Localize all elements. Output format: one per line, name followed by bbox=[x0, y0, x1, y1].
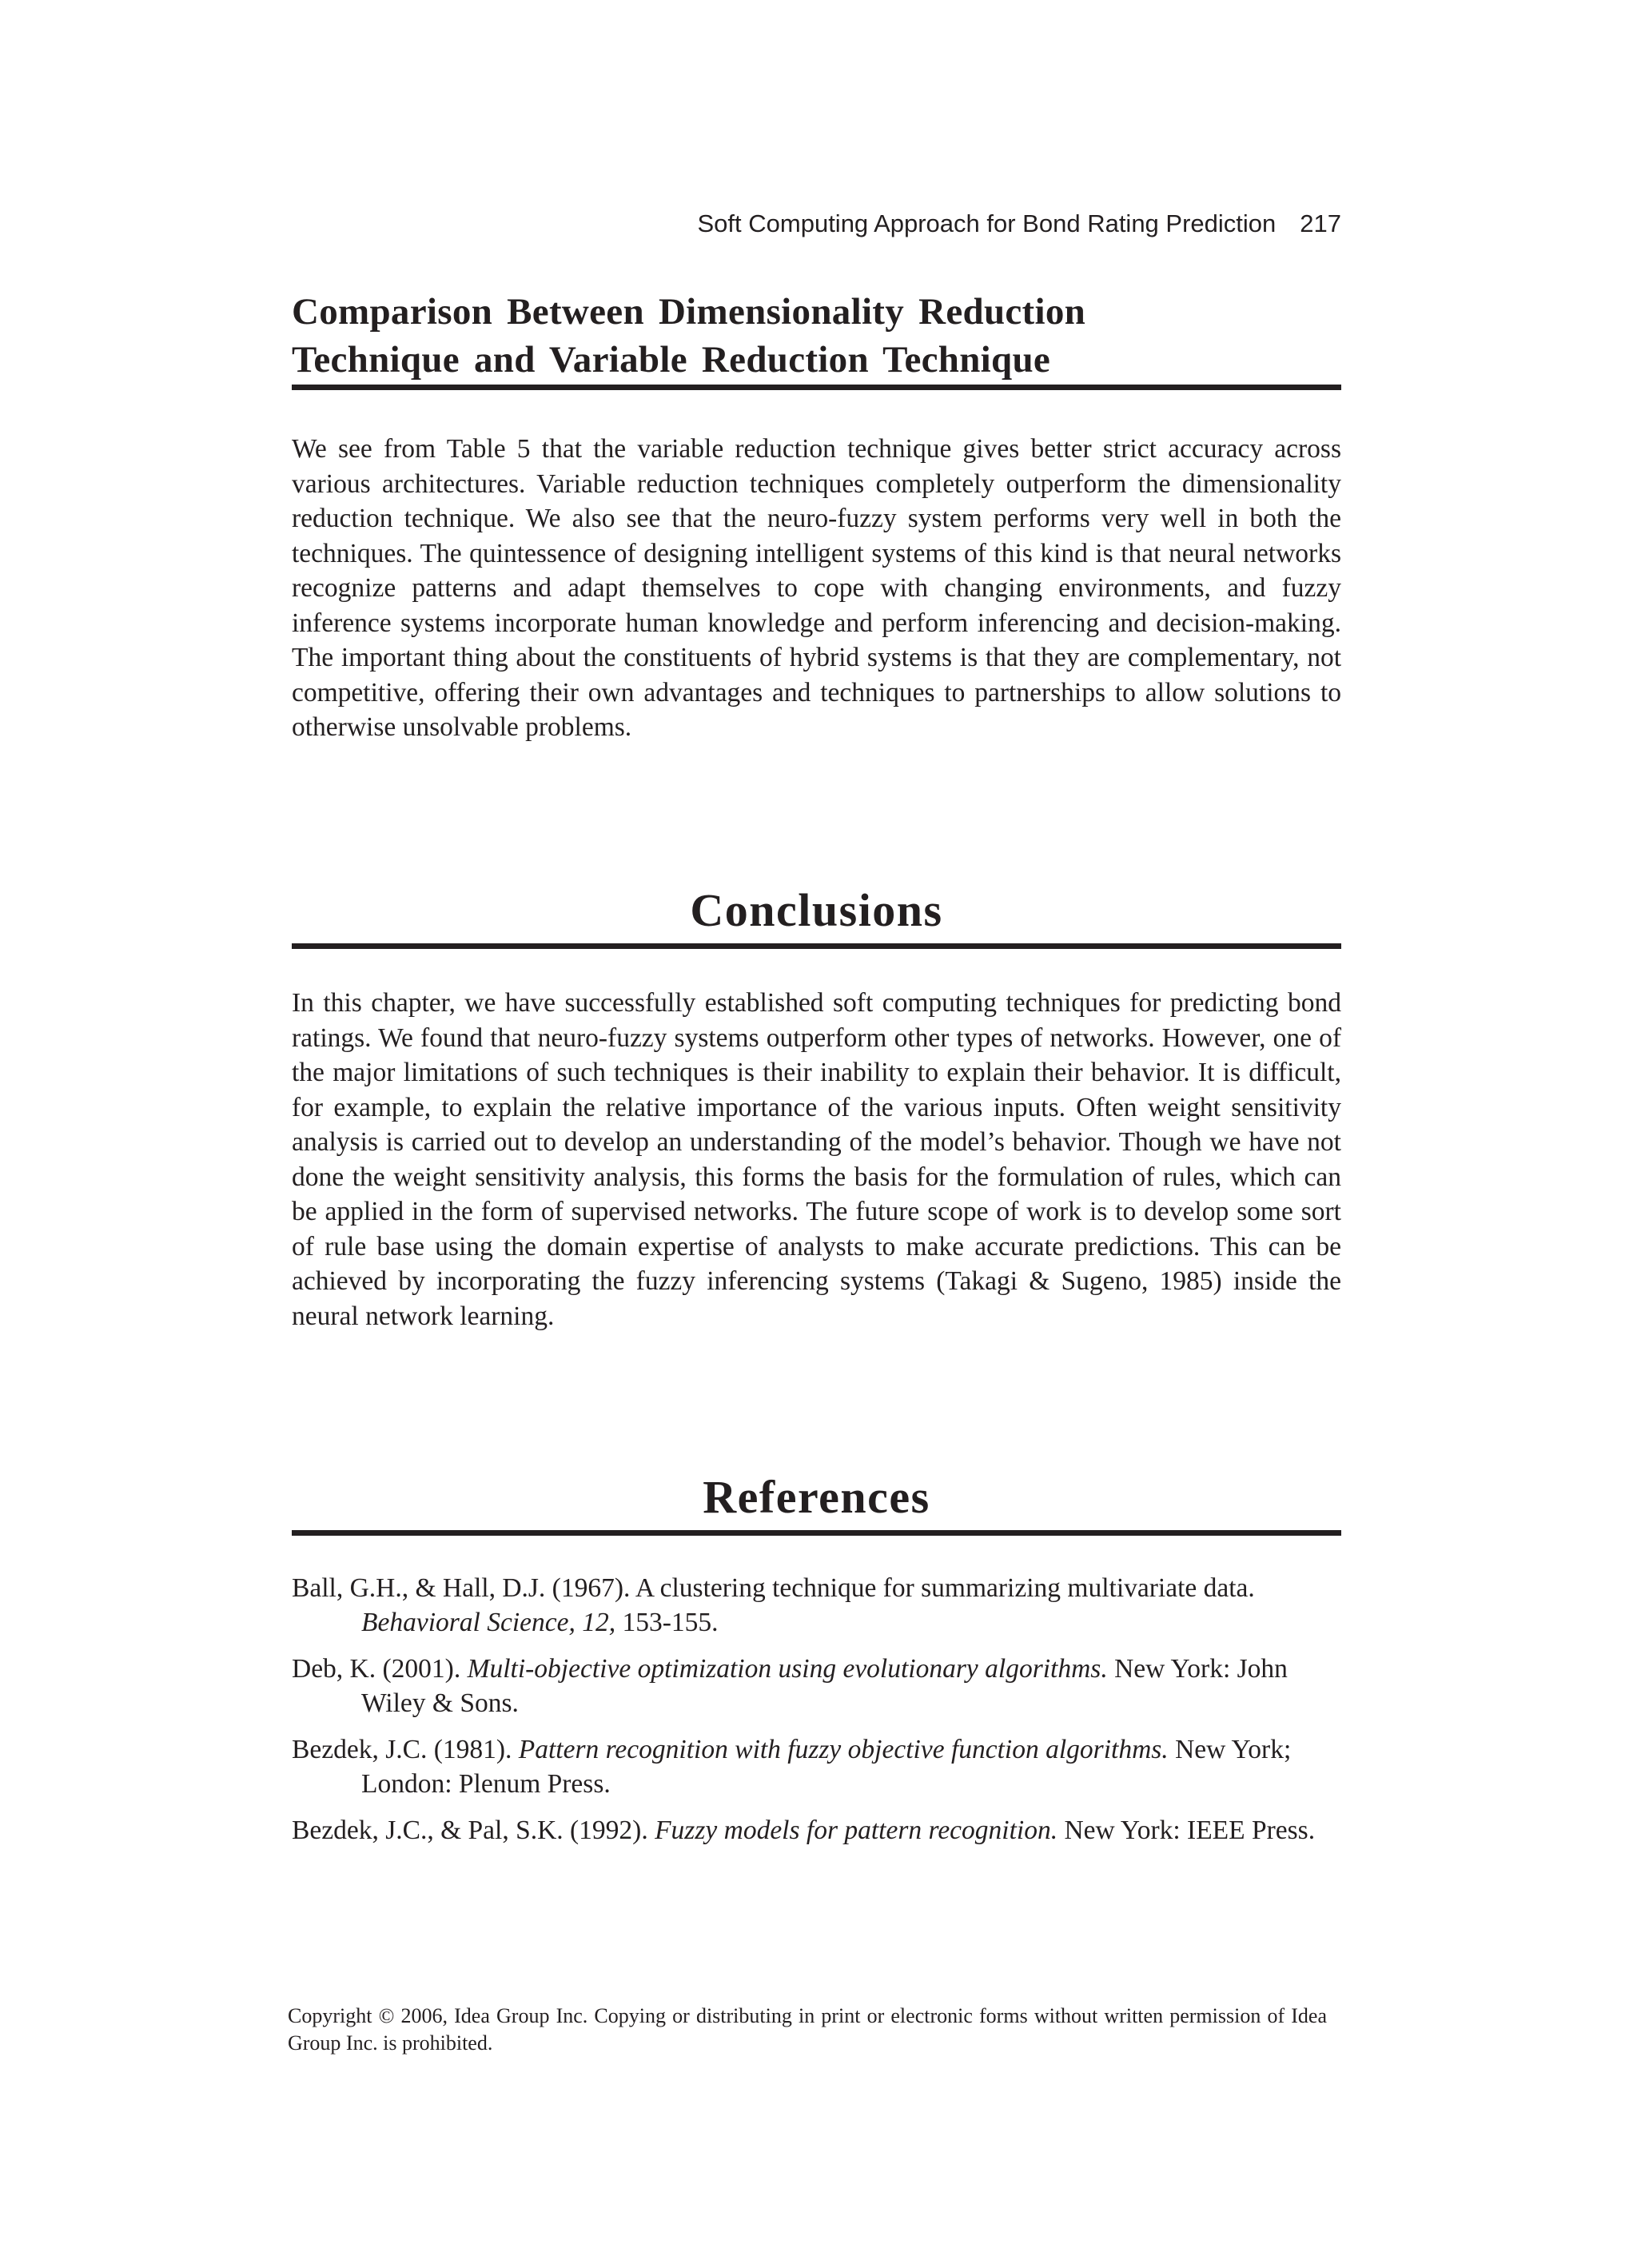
references-heading: References bbox=[292, 1469, 1341, 1536]
comparison-heading-line1: Comparison Between Dimensionality Reduction bbox=[292, 291, 1086, 333]
copyright-notice: Copyright © 2006, Idea Group Inc. Copying or distributing in print or electronic forms without written permission of Idea Group Inc. is prohibited. bbox=[288, 2004, 1327, 2055]
conclusions-paragraph: In this chapter, we have successfully established soft computing techniques for predicting bond ratings. We found that neuro-fuzzy systems outperform other types of networks. However, one of the major limitations of such techniques is their inability to explain their behavior. It is difficult, for example, to explain the relative importance of the various inputs. Often weight sensitivity analysis is carried out to develop an understanding of the model’s behavior. Though we have not done the weight sensitivity analysis, this forms the basis for the formulation of rules, which can be applied in the form of supervised networks. The future scope of work is to develop some sort of rule base using the domain expertise of analysts to make accurate predictions. This can be achieved by incorporating the fuzzy inferencing systems (Takagi & Sugeno, 1985) inside the neural network learning. bbox=[292, 988, 1341, 1331]
reference-list bbox=[292, 1571, 1341, 1859]
comparison-heading bbox=[292, 288, 1341, 390]
comparison-paragraph: We see from Table 5 that the variable reduction technique gives better strict accuracy across various architectures. Variable reduction techniques completely outperform the dimensionality reduction technique. We also see that the neuro-fuzzy system performs very well in both the techniques. The quintessence of designing intelligent systems of this kind is that neural networks recognize patterns and adapt themselves to cope with changing environments, and fuzzy inference systems incorporate human knowledge and perform inferencing and decision-making. The important thing about the constituents of hybrid systems is that they are complementary, not competitive, offering their own advantages and techniques to partnerships to allow solutions to otherwise unsolvable problems. bbox=[292, 434, 1341, 742]
running-header bbox=[698, 209, 1342, 238]
comparison-heading-line2: Technique and Variable Reduction Technique bbox=[292, 339, 1051, 381]
reference-item-bezdek-pal-1992: Bezdek, J.C., & Pal, S.K. (1992). Fuzzy models for pattern recognition. New York: IEEE Press. bbox=[292, 1816, 1316, 1845]
reference-item-bezdek-1981: Bezdek, J.C. (1981). Pattern recognition with fuzzy objective function algorithms. New York; London: Plenum Press. bbox=[292, 1735, 1292, 1799]
reference-item-deb: Deb, K. (2001). Multi-objective optimization using evolutionary algorithms. New York: John Wiley & Sons. bbox=[292, 1654, 1288, 1718]
book-page bbox=[288, 0, 1341, 2268]
reference-item-ball: Ball, G.H., & Hall, D.J. (1967). A clustering technique for summarizing multivariate data. Behavioral Science, 12, 153-155. bbox=[292, 1573, 1255, 1637]
page-number: 217 bbox=[1300, 209, 1341, 237]
running-title: Soft Computing Approach for Bond Rating Prediction bbox=[697, 209, 1277, 237]
conclusions-heading: Conclusions bbox=[292, 883, 1341, 949]
